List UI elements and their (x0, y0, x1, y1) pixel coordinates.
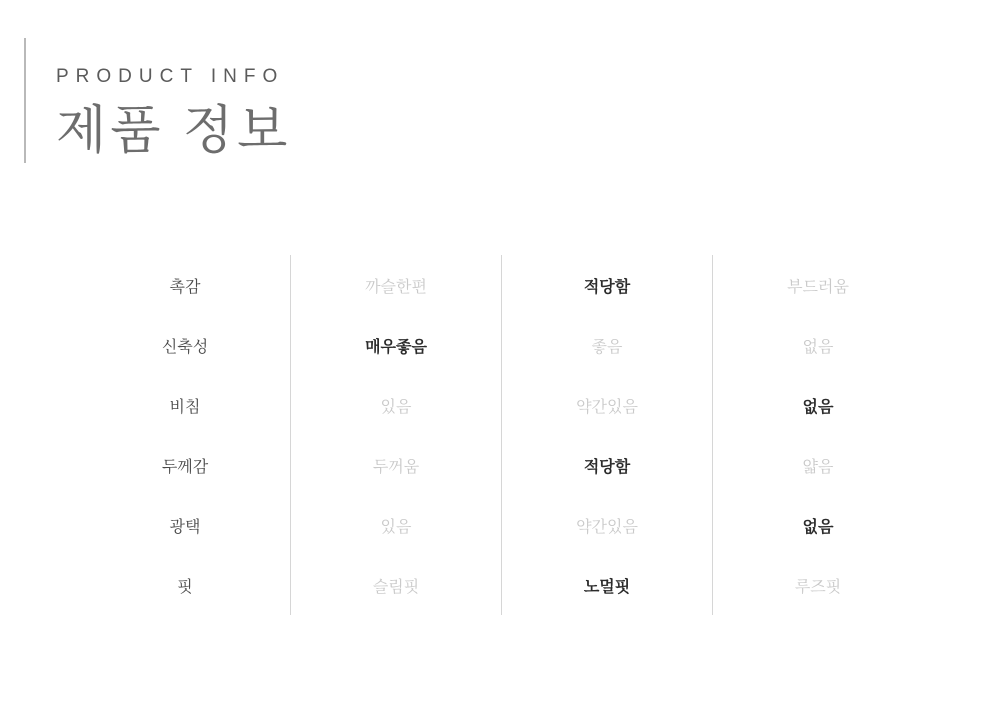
spec-option: 없음 (802, 338, 834, 356)
spec-option-selected: 매우좋음 (365, 338, 427, 356)
spec-option-selected: 없음 (802, 398, 834, 416)
page-title: 제품 정보 (56, 102, 292, 160)
spec-option-selected: 적당함 (583, 278, 631, 296)
spec-option: 슬림핏 (372, 578, 420, 596)
table-row (80, 375, 923, 435)
spec-option-cell (713, 435, 924, 495)
spec-option-cell (713, 255, 924, 315)
table-row (80, 495, 923, 555)
spec-option-cell (502, 495, 713, 555)
product-spec-table (80, 255, 923, 615)
table-row (80, 435, 923, 495)
spec-option: 있음 (380, 518, 412, 536)
spec-label-fit: 핏 (177, 578, 193, 596)
spec-option: 좋음 (591, 338, 623, 356)
spec-option-cell (502, 435, 713, 495)
spec-option: 루즈핏 (794, 578, 842, 596)
spec-option-cell (291, 375, 502, 435)
spec-option-selected: 없음 (802, 518, 834, 536)
spec-option-cell (502, 255, 713, 315)
spec-option-cell (502, 375, 713, 435)
table-row (80, 555, 923, 615)
spec-option-cell (291, 435, 502, 495)
spec-option-cell (713, 495, 924, 555)
spec-option: 약간있음 (576, 398, 638, 416)
spec-option-cell (713, 315, 924, 375)
spec-label-chokgam: 촉감 (169, 278, 201, 296)
spec-option: 부드러움 (787, 278, 849, 296)
spec-option-cell (291, 495, 502, 555)
spec-option-cell (502, 555, 713, 615)
spec-option-cell (713, 375, 924, 435)
spec-option: 있음 (380, 398, 412, 416)
spec-option-cell (713, 555, 924, 615)
spec-label-dukkaegam: 두께감 (161, 458, 209, 476)
table-row (80, 315, 923, 375)
spec-option: 얇음 (802, 458, 834, 476)
page-header (24, 38, 291, 163)
page-eyebrow: PRODUCT INFO (56, 66, 285, 87)
spec-option-selected: 노멀핏 (583, 578, 631, 596)
spec-label-bichim: 비침 (169, 398, 201, 416)
table-row (80, 255, 923, 315)
spec-option-selected: 적당함 (583, 458, 631, 476)
spec-option-cell (291, 255, 502, 315)
spec-option: 두꺼움 (372, 458, 420, 476)
spec-option: 약간있음 (576, 518, 638, 536)
spec-option-cell (502, 315, 713, 375)
spec-option: 까슬한편 (365, 278, 427, 296)
spec-option-cell (291, 555, 502, 615)
spec-label-gwangtaek: 광택 (169, 518, 201, 536)
spec-label-sinchukseong: 신축성 (161, 338, 209, 356)
spec-option-cell (291, 315, 502, 375)
